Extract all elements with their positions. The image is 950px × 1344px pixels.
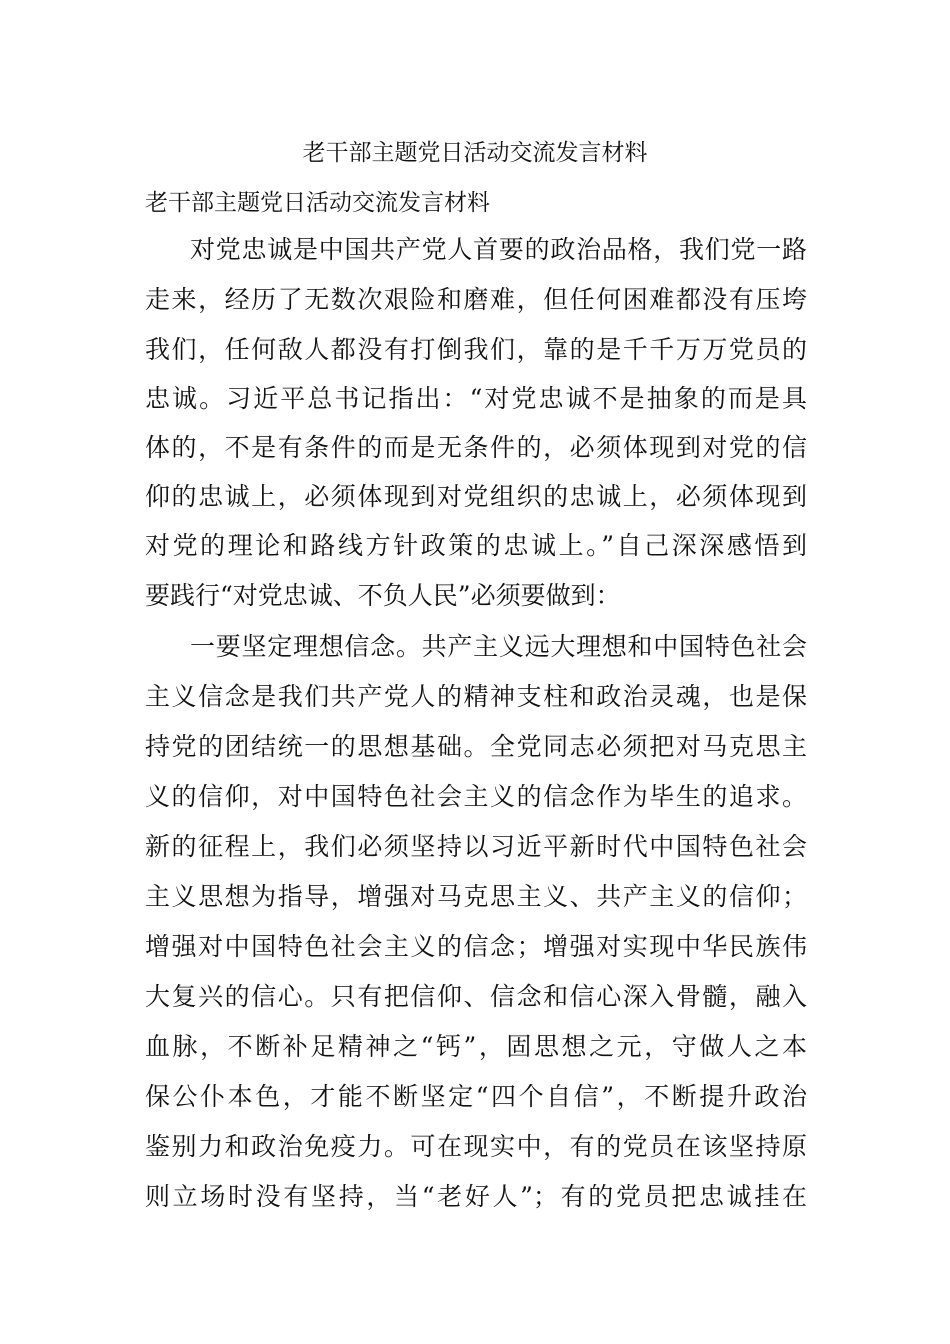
paragraph-line: 对党的理论和路线方针政策的忠诚上。”自己深深感悟到 [145,531,807,560]
paragraph-line: 新的征程上，我们必须坚持以习近平新时代中国特色社会 [145,832,807,861]
paragraph-line: 大复兴的信心。只有把信仰、信念和信心深入骨髓，融入 [145,982,807,1011]
paragraph-line: 鉴别力和政治免疫力。可在现实中，有的党员在该坚持原 [145,1132,807,1161]
document-subtitle: 老干部主题党日活动交流发言材料 [145,190,490,216]
paragraph-line: 义的信仰，对中国特色社会主义的信念作为毕生的追求。 [145,782,807,811]
paragraph-line: 则立场时没有坚持，当“老好人”；有的党员把忠诚挂在 [145,1182,807,1211]
paragraph-line: 增强对中国特色社会主义的信念；增强对实现中华民族伟 [145,932,807,961]
paragraph-line: 体的，不是有条件的而是无条件的，必须体现到对党的信 [145,433,807,462]
paragraph-line: 要践行“对党忠诚、不负人民”必须要做到： [145,581,621,610]
paragraph-line: 忠诚。习近平总书记指出：“对党忠诚不是抽象的而是具 [145,384,807,413]
paragraph-line: 我们，任何敌人都没有打倒我们，靠的是千千万万党员的 [145,335,807,364]
paragraph-line: 血脉，不断补足精神之“钙”，固思想之元，守做人之本 [145,1032,807,1061]
paragraph-line: 走来，经历了无数次艰险和磨难，但任何困难都没有压垮 [145,285,807,314]
document-title: 老干部主题党日活动交流发言材料 [302,140,648,166]
paragraph-line: 持党的团结统一的思想基础。全党同志必须把对马克思主 [145,732,807,761]
paragraph-line: 主义思想为指导，增强对马克思主义、共产主义的信仰； [145,882,807,911]
paragraph-line: 仰的忠诚上，必须体现到对党组织的忠诚上，必须体现到 [145,482,807,511]
paragraph-line: 对党忠诚是中国共产党人首要的政治品格，我们党一路 [190,235,807,264]
paragraph-line: 保公仆本色，才能不断坚定“四个自信”，不断提升政治 [145,1082,807,1111]
paragraph-line: 主义信念是我们共产党人的精神支柱和政治灵魂，也是保 [145,682,807,711]
paragraph-line: 一要坚定理想信念。共产主义远大理想和中国特色社会 [190,632,807,661]
